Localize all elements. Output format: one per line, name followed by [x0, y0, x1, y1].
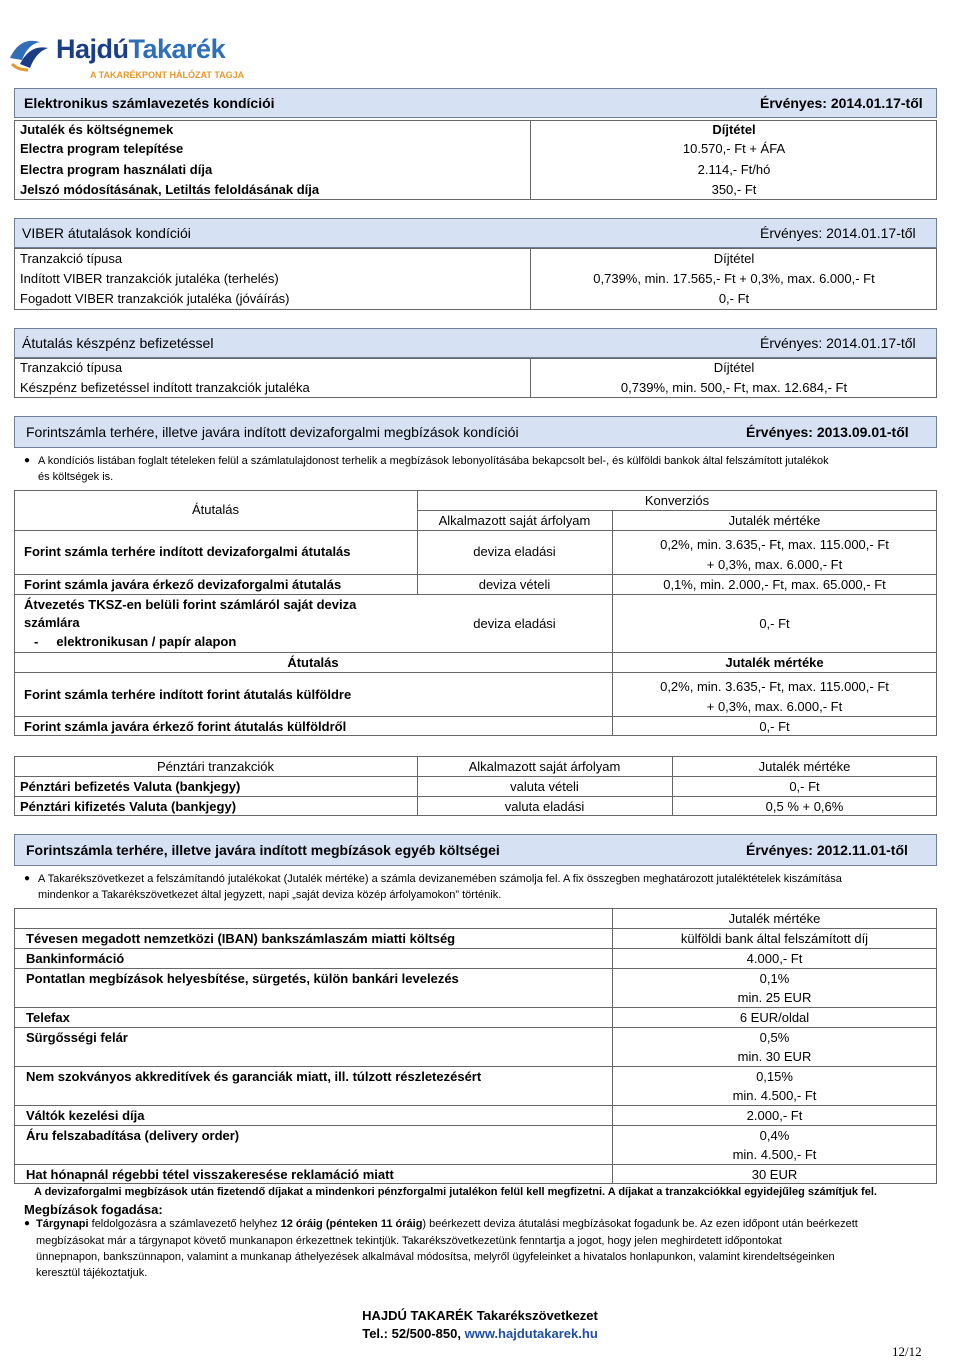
logo-tagline: A TAKARÉKPONT HÁLÓZAT TAGJA	[90, 70, 245, 80]
bullet-icon: ●	[24, 1218, 31, 1229]
sec3-col-left: Tranzakció típusa	[20, 360, 123, 375]
sec3-title: Átutalás készpénz befizetéssel	[22, 335, 214, 351]
sec5-row-rate: valuta vételi	[510, 779, 579, 794]
sec5-h-label: Pénztári tranzakciók	[156, 759, 275, 774]
sec1-row-label: Electra program használati díja	[20, 162, 213, 177]
sec6-item-label: Tévesen megadott nemzetközi (IBAN) bankszámlaszám miatti költség	[26, 931, 456, 946]
sec5-h-rate: Alkalmazott saját árfolyam	[468, 759, 621, 774]
sec4-r3-label: - elektronikusan / papír alapon	[34, 634, 237, 649]
receipt-line: megbízásokat már a tárgynapot követő munkanapon érkezettnek tekintjük. Takarékszövetkezetünk fenntartja a jogot, hogy jelen meghirdetett időpontokat	[36, 1235, 782, 1247]
sec5-row-fee: 0,- Ft	[789, 779, 820, 794]
sec4-r5-label: Forint számla javára érkező forint átutalás külföldről	[24, 719, 347, 734]
sec4-r2-rate: deviza vételi	[478, 577, 551, 592]
sec4-r3-label: Átvezetés TKSZ-en belüli forint számláról saját deviza	[24, 597, 357, 612]
sec4-h-atutalas: Átutalás	[192, 502, 239, 517]
sec6-valid: Érvényes: 2012.11.01-től	[746, 842, 908, 858]
sec2-row-value: 0,- Ft	[718, 291, 750, 306]
sec3-row-label: Készpénz befizetéssel indított tranzakciók jutaléka	[20, 380, 310, 395]
sec6-item-fee: 0,15%	[756, 1069, 793, 1084]
sec2-row-label: Fogadott VIBER tranzakciók jutaléka (jóváírás)	[20, 291, 290, 306]
sec1-row-value: 350,- Ft	[711, 182, 757, 197]
footer-contact: Tel.: 52/500-850, www.hajdutakarek.hu	[362, 1326, 598, 1341]
sec2-title: VIBER átutalások kondíciói	[22, 225, 191, 241]
sec6-item-fee: 30 EUR	[751, 1167, 798, 1182]
sec4-h-jutalek: Jutalék mértéke	[728, 513, 821, 528]
sec3-col-right: Díjtétel	[713, 360, 755, 375]
sec5-h-fee: Jutalék mértéke	[758, 759, 851, 774]
sec6-item-label: Pontatlan megbízások helyesbítése, sürgetés, külön bankári levelezés	[26, 971, 459, 986]
sec4-r1-label: Forint számla terhére indított devizaforgalmi átutalás	[24, 544, 351, 559]
sec1-row-value: 2.114,- Ft/hó	[697, 162, 771, 177]
sec6-item-label: Váltók kezelési díja	[26, 1108, 145, 1123]
sec4-r4-label: Forint számla terhére indított forint átutalás külföldre	[24, 687, 352, 702]
fees-note: A devizaforgalmi megbízások után fizetendő díjakat a mindenkori pénzforgalmi jutalékon felül kell megfizetni. A díjakat a tranzakciókkal egyidejűleg számítjuk fel.	[34, 1186, 877, 1198]
sec6-item-fee: min. 4.500,- Ft	[732, 1147, 817, 1162]
sec4-h2-atutalas: Átutalás	[287, 655, 339, 670]
sec6-item-fee: 6 EUR/oldal	[739, 1010, 810, 1025]
sec4-r1-fee: 0,2%, min. 3.635,- Ft, max. 115.000,- Ft	[660, 537, 889, 552]
logo-wordmark: HajdúTakarék	[56, 34, 226, 64]
sec4-h2-jutalek: Jutalék mértéke	[725, 655, 824, 670]
sec2-valid: Érvényes: 2014.01.17-től	[760, 225, 916, 241]
sec3-row-value: 0,739%, min. 500,- Ft, max. 12.684,- Ft	[620, 380, 848, 395]
sec1-row-label: Jelszó módosításának, Letiltás feloldásának díja	[20, 182, 320, 197]
bullet-icon: ●	[24, 873, 31, 884]
sec6-item-fee: külföldi bank által felszámított díj	[680, 931, 869, 946]
sec4-r4-fee: + 0,3%, max. 6.000,- Ft	[706, 699, 843, 714]
receipt-line: ünnepnapon, bankszünnapon, valamint a munkanap áthelyezések alkalmával módosítsa, melyről ügyfeleinket a hivatalos honlapunkon, valamint kirendeltségeinken	[36, 1251, 835, 1263]
receipt-line: keresztül tájékoztatjuk.	[36, 1267, 148, 1279]
sec4-h-konverzios: Konverziós	[644, 493, 710, 508]
sec4-valid: Érvényes: 2013.09.01-től	[746, 424, 909, 440]
sec3-valid: Érvényes: 2014.01.17-től	[760, 335, 916, 351]
sec2-col-left: Tranzakció típusa	[20, 251, 123, 266]
sec6-item-label: Hat hónapnál régebbi tétel visszakeresése reklamáció miatt	[26, 1167, 394, 1182]
page-number: 12/12	[892, 1344, 922, 1359]
logo	[6, 34, 245, 84]
sec1-valid: Érvényes: 2014.01.17-től	[760, 95, 923, 111]
sec1-col-left: Jutalék és költségnemek	[20, 122, 174, 137]
sec6-item-fee: 2.000,- Ft	[746, 1108, 803, 1123]
sec4-r3-label: számlára	[24, 615, 80, 630]
sec6-item-fee: 0,1%	[759, 971, 790, 986]
sec4-note: A kondíciós listában foglalt tételeken felül a számlatulajdonost terhelik a megbízások lebonyolításába bekapcsolt bel-, és külföldi bankok által felszámított jutalékok	[38, 455, 829, 467]
receipt-line: Tárgynapi feldolgozásra a számlavezető helyhez 12 óráig (pénteken 11 óráig) beérkezett deviza átutalási megbízásokat fogadunk be. Az ezen időpont után beérkezett	[36, 1218, 858, 1230]
sec4-h-arfolyam: Alkalmazott saját árfolyam	[438, 513, 591, 528]
logo-icon	[6, 34, 52, 74]
sec6-item-label: Nem szokványos akkreditívek és garanciák miatt, ill. túlzott részletezésért	[26, 1069, 482, 1084]
footer-website-link[interactable]: www.hajdutakarek.hu	[464, 1326, 598, 1341]
sec4-title: Forintszámla terhére, illetve javára indított devizaforgalmi megbízások kondíciói	[26, 424, 519, 440]
sec4-note: és költségek is.	[38, 471, 114, 483]
sec5-row-fee: 0,5 % + 0,6%	[765, 799, 844, 814]
sec4-r3-fee: 0,- Ft	[759, 616, 790, 631]
bullet-icon: ●	[24, 455, 31, 466]
sec2-row-label: Indított VIBER tranzakciók jutaléka (terhelés)	[20, 271, 279, 286]
receipt-title: Megbízások fogadása:	[24, 1202, 163, 1217]
sec6-item-fee: 4.000,- Ft	[746, 951, 803, 966]
footer-org: HAJDÚ TAKARÉK Takarékszövetkezet	[362, 1308, 598, 1323]
sec6-item-fee: min. 4.500,- Ft	[732, 1088, 817, 1103]
sec6-item-label: Telefax	[26, 1010, 70, 1025]
sec4-r2-label: Forint számla javára érkező devizaforgalmi átutalás	[24, 577, 342, 592]
sec6-item-fee: 0,5%	[759, 1030, 790, 1045]
sec2-col-right: Díjtétel	[713, 251, 755, 266]
sec4-r2-fee: 0,1%, min. 2.000,- Ft, max. 65.000,- Ft	[663, 577, 886, 592]
sec6-item-fee: 0,4%	[759, 1128, 790, 1143]
sec1-row-label: Electra program telepítése	[20, 141, 184, 156]
sec4-r1-fee: + 0,3%, max. 6.000,- Ft	[706, 557, 843, 572]
sec5-row-label: Pénztári kifizetés Valuta (bankjegy)	[20, 799, 237, 814]
sec6-note: mindenkor a Takarékszövetkezet által jegyzett, napi „saját deviza közép árfolyamokon” történik.	[38, 889, 502, 901]
sec6-item-label: Sürgősségi felár	[26, 1030, 128, 1045]
sec6-item-fee: min. 25 EUR	[737, 990, 812, 1005]
sec4-r1-rate: deviza eladási	[473, 544, 556, 559]
sec4-r3-rate: deviza eladási	[473, 616, 556, 631]
sec6-item-label: Áru felszabadítása (delivery order)	[26, 1128, 240, 1143]
sec1-row-value: 10.570,- Ft + ÁFA	[682, 141, 786, 156]
sec5-row-rate: valuta eladási	[504, 799, 585, 814]
sec2-row-value: 0,739%, min. 17.565,- Ft + 0,3%, max. 6.000,- Ft	[593, 271, 875, 286]
sec1-title: Elektronikus számlavezetés kondíciói	[24, 95, 275, 111]
sec4-r5-fee: 0,- Ft	[759, 719, 790, 734]
sec6-item-label: Bankinformáció	[26, 951, 125, 966]
sec1-col-right: Díjtétel	[712, 122, 756, 137]
sec4-r4-fee: 0,2%, min. 3.635,- Ft, max. 115.000,- Ft	[660, 679, 889, 694]
sec6-note: A Takarékszövetkezet a felszámítandó jutalékokat (Jutalék mértéke) a számla devizanemében számolja fel. A fix összegben meghatározott jutaléktételek kiszámítása	[38, 873, 842, 885]
sec6-h-fee: Jutalék mértéke	[728, 911, 821, 926]
sec6-title: Forintszámla terhére, illetve javára indított megbízások egyéb költségei	[26, 842, 500, 858]
sec6-item-fee: min. 30 EUR	[737, 1049, 812, 1064]
sec5-row-label: Pénztári befizetés Valuta (bankjegy)	[20, 779, 241, 794]
